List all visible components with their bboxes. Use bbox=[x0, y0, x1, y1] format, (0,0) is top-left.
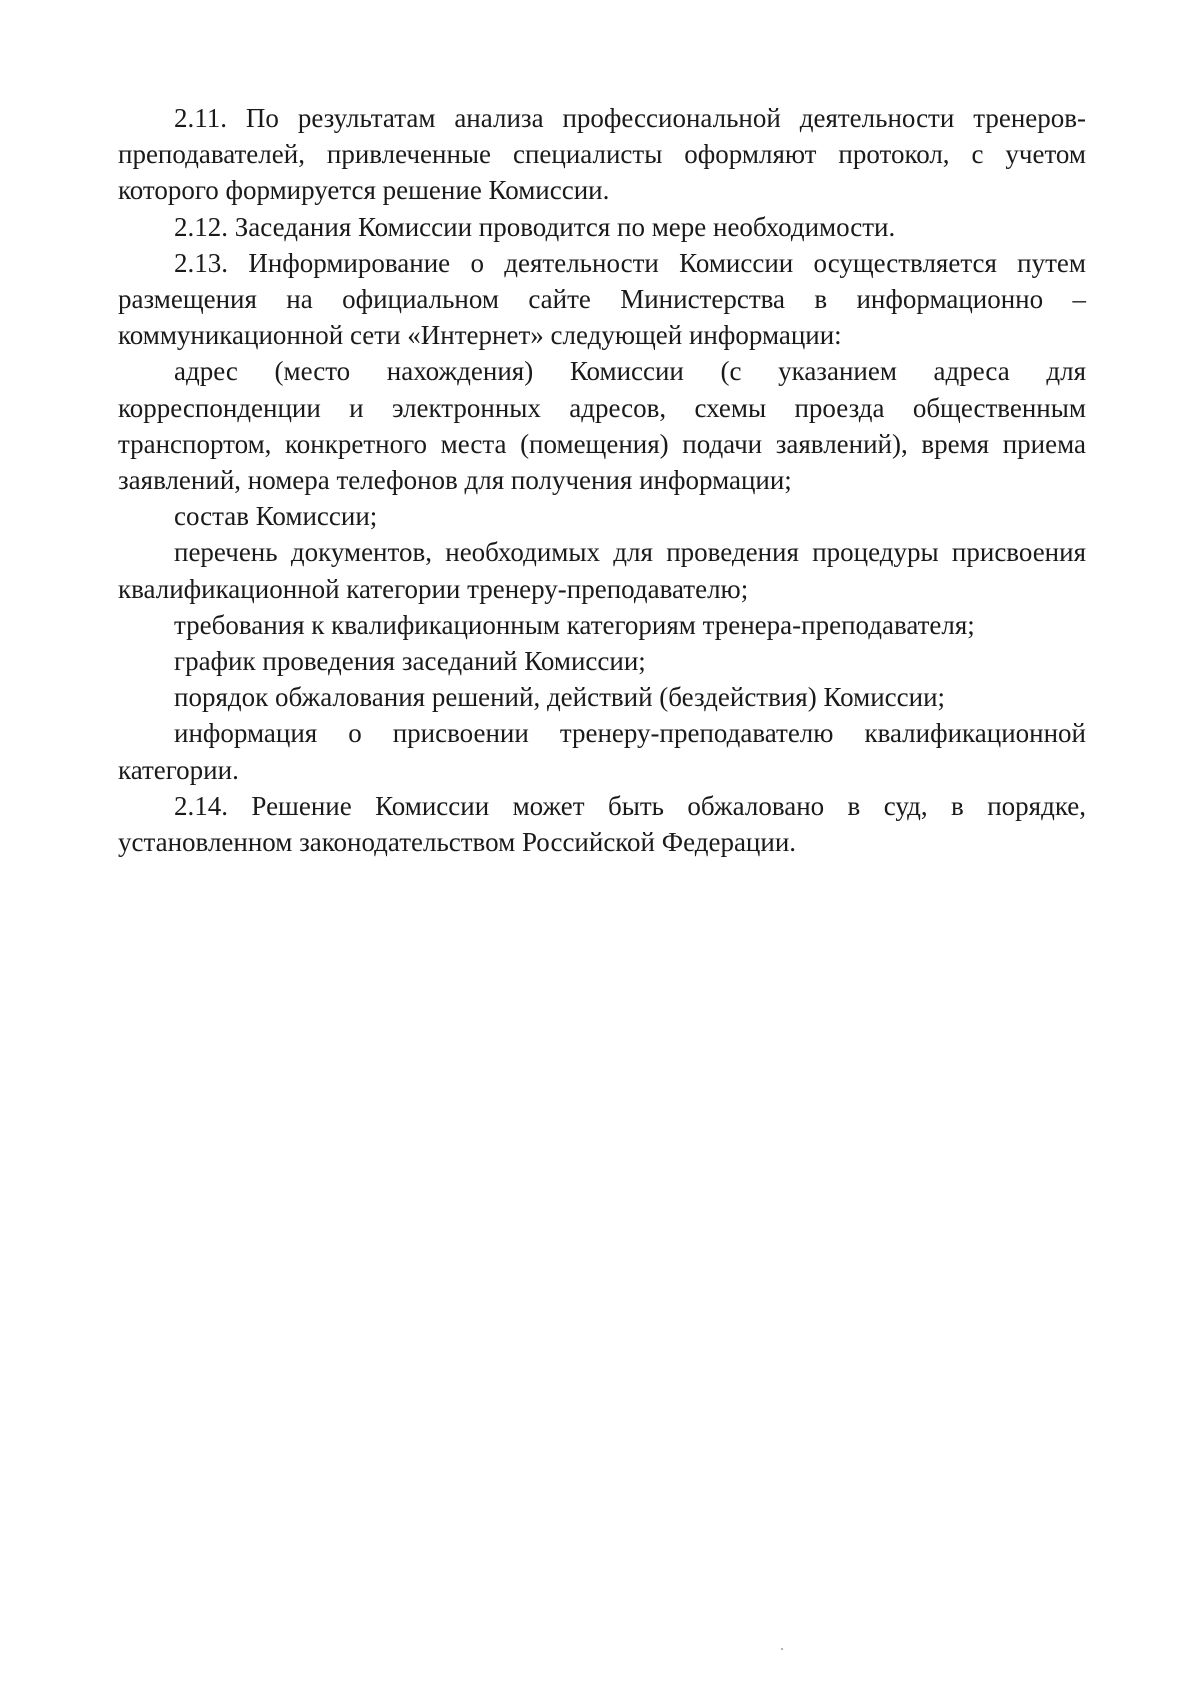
list-item-composition: состав Комиссии; bbox=[174, 501, 378, 532]
scan-speck bbox=[781, 1648, 783, 1650]
list-item-requirements: требования к квалификационным категориям тренера-преподавателя; bbox=[174, 609, 975, 640]
list-item-assignment-info: информация о присвоении тренеру-преподавателю квалификационной категории. bbox=[118, 718, 1086, 785]
list-item-documents: перечень документов, необходимых для проведения процедуры присвоения квалификационной категории тренеру-преподавателю; bbox=[118, 537, 1086, 604]
paragraph-2-13: 2.13. Информирование о деятельности Комиссии осуществляется путем размещения на официальном сайте Министерства в информационно – коммуникационной сети «Интернет» следующей информации: bbox=[118, 247, 1086, 351]
paragraph-2-12: 2.12. Заседания Комиссии проводится по мере необходимости. bbox=[174, 211, 896, 242]
paragraph-2-11: 2.11. По результатам анализа профессиональной деятельности тренеров-преподавателей, привлеченные специалисты оформляют протокол, с учетом которого формируется решение Комиссии. bbox=[118, 103, 1086, 206]
list-item-address: адрес (место нахождения) Комиссии (с указанием адреса для корреспонденции и электронных адресов, схемы проезда общественным транспортом, конкретного места (помещения) подачи заявлений), время приема заявлений, номера телефонов для получения информации; bbox=[118, 356, 1086, 496]
list-item-schedule: график проведения заседаний Комиссии; bbox=[174, 646, 646, 677]
document-body bbox=[118, 100, 1086, 860]
paragraph-2-14: 2.14. Решение Комиссии может быть обжаловано в суд, в порядке, установленном законодательством Российской Федерации. bbox=[118, 790, 1086, 858]
list-item-appeal-procedure: порядок обжалования решений, действий (бездействия) Комиссии; bbox=[174, 682, 946, 713]
